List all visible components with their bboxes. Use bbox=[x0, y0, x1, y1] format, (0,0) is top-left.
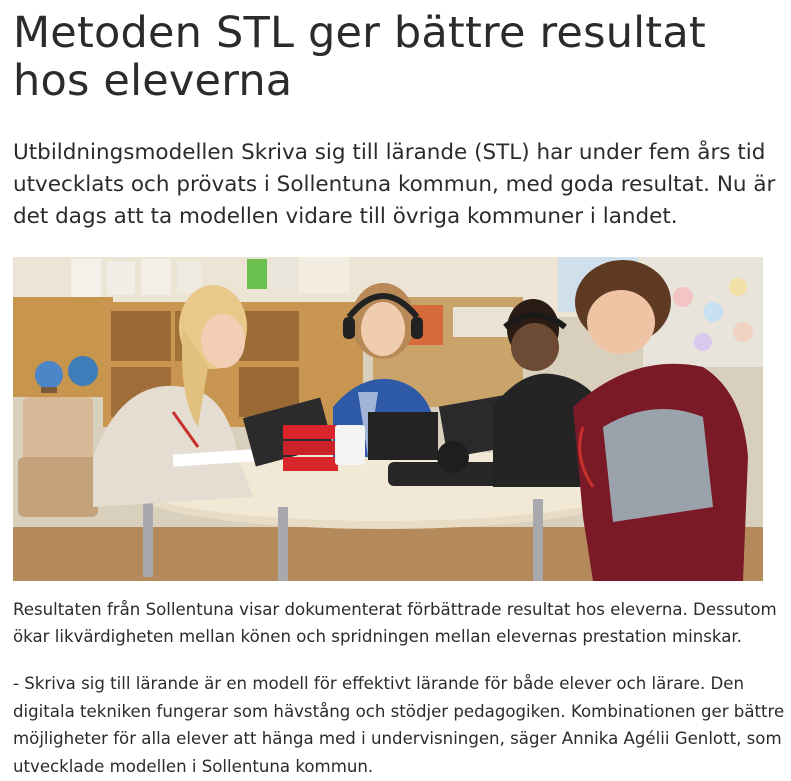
article-photo bbox=[13, 257, 763, 581]
article-title: Metoden STL ger bättre resultat hos eleverna bbox=[13, 8, 706, 106]
article-lead: Utbildningsmodellen Skriva sig till lärande (STL) har under fem års tid utvecklats och prövats i Sollentuna kommun, med goda resultat. Nu är det dags att ta modellen vidare till övriga kommuner i landet. bbox=[13, 140, 776, 229]
article-paragraph: Resultaten från Sollentuna visar dokumenterat förbättrade resultat hos eleverna. Dessutom ökar likvärdigheten mellan könen och spridningen mellan elevernas prestation minskar. bbox=[13, 600, 777, 646]
article-paragraph: - Skriva sig till lärande är en modell för effektivt lärande för både elever och lärare. Den digitala tekniken fungerar som hävstång och stödjer pedagogiken. Kombinationen ger bättre möjligheter för alla elever att hänga med i undervisningen, säger Annika Agélii Genlott, som utvecklade modellen i Sollentuna kommun. bbox=[13, 674, 785, 776]
